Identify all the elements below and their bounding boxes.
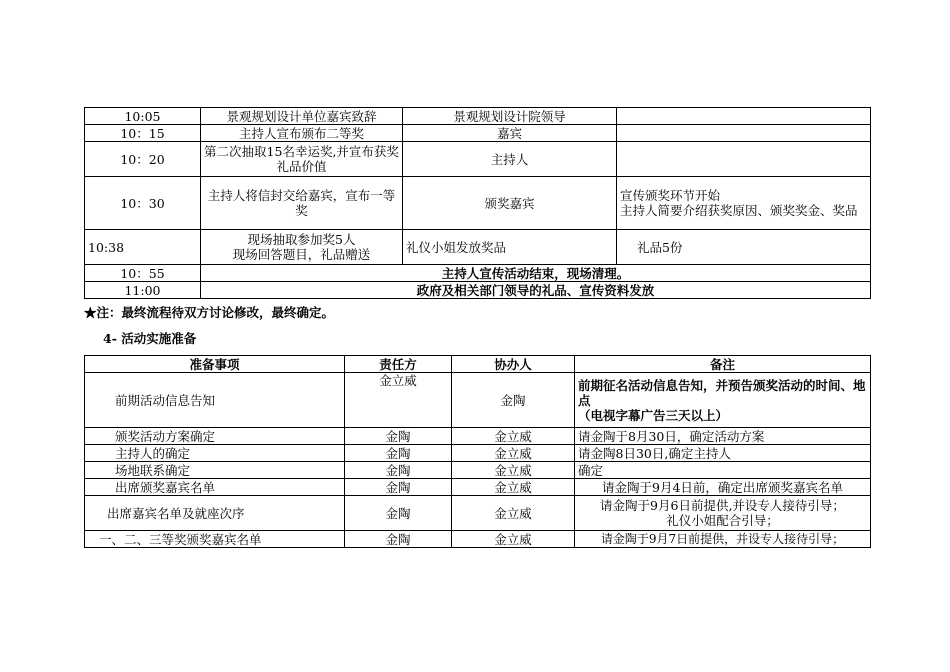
person-cell: 颁奖嘉宾 [403, 177, 617, 230]
section-heading: 4- 活动实施准备 [103, 331, 197, 346]
table-row [85, 373, 871, 428]
helper-cell: 金立威 [452, 531, 575, 548]
person-cell: 嘉宾 [403, 125, 617, 142]
remark-cell: 请金陶于9月7日前提供，并设专人接待引导； [575, 531, 871, 548]
time-cell: 10：15 [85, 125, 201, 142]
note-text: ★注：最终流程待双方讨论修改，最终确定。 [84, 305, 335, 320]
remark-cell [617, 108, 871, 125]
person-cell: 景观规划设计院领导 [403, 108, 617, 125]
table-row [85, 282, 871, 299]
content-cell: 景观规划设计单位嘉宾致辞 [201, 108, 403, 125]
helper-cell: 金立威 [452, 462, 575, 479]
header-item: 准备事项 [85, 356, 345, 373]
helper-cell: 金立威 [452, 428, 575, 445]
owner-cell: 金陶 [345, 445, 452, 462]
table-header-row [85, 356, 871, 373]
helper-cell: 金立威 [452, 479, 575, 496]
remark-cell: 请金陶于9月6日前提供,并设专人接待引导； 礼仪小姐配合引导； [575, 496, 871, 531]
table-row [85, 479, 871, 496]
owner-cell: 金陶 [345, 479, 452, 496]
table-row [85, 265, 871, 282]
content-cell: 现场抽取参加奖5人 现场回答题目，礼品赠送 [201, 230, 403, 265]
item-cell: 出席嘉宾名单及就座次序 [85, 496, 345, 531]
merged-content-cell: 政府及相关部门领导的礼品、宣传资料发放 [201, 282, 871, 299]
header-remark: 备注 [575, 356, 871, 373]
item-cell: 主持人的确定 [85, 445, 345, 462]
table-row [85, 445, 871, 462]
content-cell: 主持人将信封交给嘉宾，宣布一等奖 [201, 177, 403, 230]
owner-cell: 金陶 [345, 531, 452, 548]
item-cell: 场地联系确定 [85, 462, 345, 479]
time-cell: 10：55 [85, 265, 201, 282]
remark-cell: 礼品5份 [617, 230, 871, 265]
item-cell: 出席颁奖嘉宾名单 [85, 479, 345, 496]
remark-cell: 请金陶8日30日,确定主持人 [575, 445, 871, 462]
time-cell: 11:00 [85, 282, 201, 299]
remark-cell [617, 142, 871, 177]
item-cell: 一、二、三等奖颁奖嘉宾名单 [85, 531, 345, 548]
table-row [85, 230, 871, 265]
item-cell: 颁奖活动方案确定 [85, 428, 345, 445]
table-row [85, 108, 871, 125]
owner-cell: 金陶 [345, 496, 452, 531]
remark-cell: 宣传颁奖环节开始 主持人简要介绍获奖原因、颁奖奖金、奖品 [617, 177, 871, 230]
remark-cell [617, 125, 871, 142]
person-cell: 主持人 [403, 142, 617, 177]
remark-cell: 请金陶于8月30日，确定活动方案 [575, 428, 871, 445]
remark-cell: 请金陶于9月4日前，确定出席颁奖嘉宾名单 [575, 479, 871, 496]
time-cell: 10：20 [85, 142, 201, 177]
owner-cell: 金立威 [345, 373, 452, 428]
item-cell: 前期活动信息告知 [85, 373, 345, 428]
helper-cell: 金立威 [452, 496, 575, 531]
preparation-table [84, 355, 871, 548]
owner-cell: 金陶 [345, 462, 452, 479]
table-row [85, 462, 871, 479]
table-row [85, 428, 871, 445]
helper-cell: 金陶 [452, 373, 575, 428]
table-row [85, 531, 871, 548]
helper-cell: 金立威 [452, 445, 575, 462]
person-cell: 礼仪小姐发放奖品 [403, 230, 617, 265]
table-row [85, 125, 871, 142]
table-row [85, 142, 871, 177]
remark-cell: 前期征名活动信息告知，并预告颁奖活动的时间、地点 （电视字幕广告三天以上） [575, 373, 871, 428]
merged-content-cell: 主持人宣传活动结束，现场清理。 [201, 265, 871, 282]
content-cell: 第二次抽取15名幸运奖,并宣布获奖礼品价值 [201, 142, 403, 177]
header-owner: 责任方 [345, 356, 452, 373]
table-row [85, 496, 871, 531]
remark-cell: 确定 [575, 462, 871, 479]
time-cell: 10：30 [85, 177, 201, 230]
table-row [85, 177, 871, 230]
time-cell: 10:38 [85, 230, 201, 265]
time-cell: 10:05 [85, 108, 201, 125]
content-cell: 主持人宣布颁布二等奖 [201, 125, 403, 142]
schedule-table [84, 107, 871, 299]
owner-cell: 金陶 [345, 428, 452, 445]
header-helper: 协办人 [452, 356, 575, 373]
